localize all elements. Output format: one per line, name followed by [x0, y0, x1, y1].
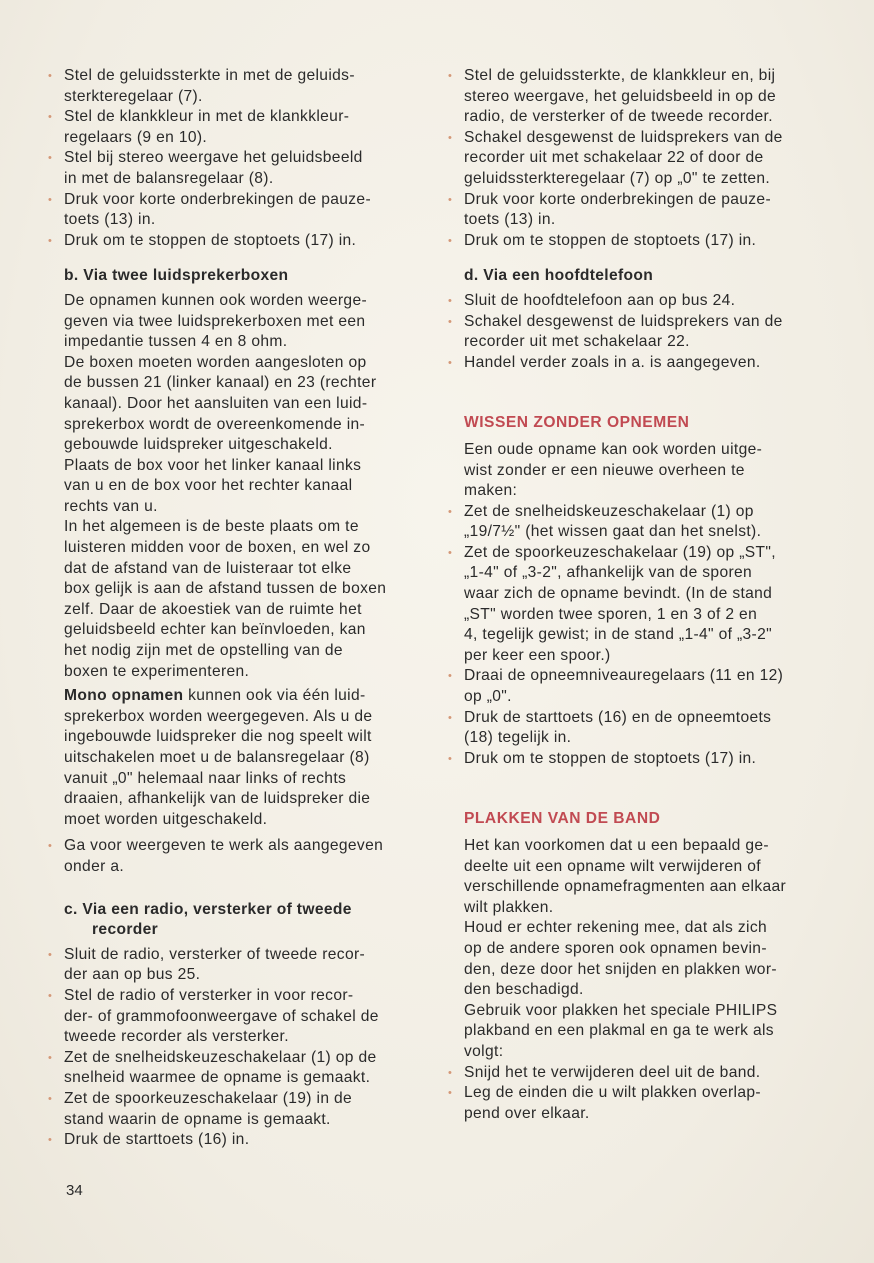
paragraph: De opnamen kunnen ook worden weerge- geven via twee luidsprekerboxen met een impedantie tussen 4 en 8 ohm. [64, 291, 368, 351]
plakken-heading: PLAKKEN VAN DE BAND [464, 810, 661, 828]
list-item: • Druk om te stoppen de stoptoets (17) in. [448, 749, 826, 770]
list-item: • Stel de geluidssterkte in met de geluids- sterkteregelaar (7). [48, 66, 428, 107]
list-item: • Stel bij stereo weergave het geluidsbeeld in met de balansregelaar (8). [48, 148, 428, 189]
list-item: • Druk de starttoets (16) en de opneemtoets (18) tegelijk in. [448, 708, 826, 749]
paragraph: Een oude opname kan ook worden uitge- wist zonder er een nieuwe overheen te maken: [464, 440, 763, 500]
wissen-heading: WISSEN ZONDER OPNEMEN [464, 414, 690, 432]
list-item: • Druk om te stoppen de stoptoets (17) in. [48, 231, 428, 252]
list-item: • Schakel desgewenst de luidsprekers van de recorder uit met schakelaar 22 of door de geluidssterkteregelaar (7) op „0" te zetten. [448, 128, 826, 190]
mono-paragraph [48, 686, 428, 830]
list-item: • Druk voor korte onderbrekingen de pauze- toets (13) in. [48, 190, 428, 231]
list-item: • Druk de starttoets (16) in. [48, 1130, 428, 1151]
list-item: • Zet de spoorkeuzeschakelaar (19) in de stand waarin de opname is gemaakt. [48, 1089, 428, 1130]
list-item: • Zet de spoorkeuzeschakelaar (19) op „ST", „1-4" of „3-2", afhankelijk van de sporen waar zich de opname bevindt. (In de stand „ST" worden twee sporen, 1 en 3 of 2 en 4, tegelijk gewist; in de stand „1-4" of „3-2" per keer een spoor.) [448, 543, 826, 667]
paragraph: Houd er echter rekening mee, dat als zich op de andere sporen ook opnamen bevin- den, deze door het snijden en plakken wor- den beschadigd. [464, 919, 777, 999]
list-item: • Stel de radio of versterker in voor recor- der- of grammofoonweergave of schakel de tweede recorder als versterker. [48, 986, 428, 1048]
list-item: • Ga voor weergeven te werk als aangegeven onder a. [48, 836, 428, 877]
list-item: • Druk om te stoppen de stoptoets (17) in. [448, 231, 826, 252]
section-b-title: b. Via twee luidsprekerboxen [64, 267, 289, 285]
page-number: 34 [66, 1182, 83, 1199]
list-item: • Zet de snelheidskeuzeschakelaar (1) op „19/7½" (het wissen gaat dan het snelst). [448, 502, 826, 543]
list-item: • Stel de klankkleur in met de klankkleur- regelaars (9 en 10). [48, 107, 428, 148]
right-column [448, 66, 826, 1124]
list-item: • Druk voor korte onderbrekingen de pauze- toets (13) in. [448, 190, 826, 231]
paragraph: Plaats de box voor het linker kanaal links van u en de box voor het rechter kanaal rechts van u. [64, 456, 362, 515]
left-column [48, 66, 428, 1151]
list-item: • Handel verder zoals in a. is aangegeven. [448, 353, 826, 374]
mono-bold-term: Mono opnamen [64, 687, 184, 705]
paragraph: In het algemeen is de beste plaats om te luisteren midden voor de boxen, en wel zo dat de afstand van de luisteraar tot elke box gelijk is aan de afstand tussen de boxen zelf. Daar de akoestiek van de ruimte het geluidsbeeld echter kan beïnvloeden, kan het nodig zijn met de opstelling van de boxen te experimenteren. [64, 518, 387, 680]
mono-text: kunnen ook via één luid- sprekerbox worden weergegeven. Als u de ingebouwde luidspreker die nog speelt wilt uitschakelen moet u de balansregelaar (8) vanuit „0" helemaal naar links of rechts draaien, afhankelijk van de luidspreker die moet worden uitgeschakeld. [64, 687, 373, 828]
list-item: • Zet de snelheidskeuzeschakelaar (1) op de snelheid waarmee de opname is gemaakt. [48, 1048, 428, 1089]
list-item: • Sluit de radio, versterker of tweede recor- der aan op bus 25. [48, 945, 428, 986]
list-item: • Sluit de hoofdtelefoon aan op bus 24. [448, 291, 826, 312]
paragraph: Het kan voorkomen dat u een bepaald ge- deelte uit een opname wilt verwijderen of verschillende opnamefragmenten aan elkaar wilt plakken. [464, 837, 787, 916]
list-item: • Snijd het te verwijderen deel uit de band. [448, 1063, 826, 1084]
paragraph: Gebruik voor plakken het speciale PHILIPS plakband en een plakmal en ga te werk als volgt: [464, 1001, 778, 1060]
list-item: • Stel de geluidssterkte, de klankkleur en, bij stereo weergave, het geluidsbeeld in op de radio, de versterker of de tweede recorder. [448, 66, 826, 128]
list-item: • Schakel desgewenst de luidsprekers van de recorder uit met schakelaar 22. [448, 312, 826, 353]
paragraph: De boxen moeten worden aangesloten op de bussen 21 (linker kanaal) en 23 (rechter kanaal). Door het aansluiten van een luid- sprekerbox wordt de overeenkomende in- gebouwde luidspreker uitgeschakeld. [64, 353, 377, 454]
section-d-title: d. Via een hoofdtelefoon [464, 267, 654, 285]
list-item: • Leg de einden die u wilt plakken overlap- pend over elkaar. [448, 1083, 826, 1124]
list-item: • Draai de opneemniveauregelaars (11 en 12) op „0". [448, 666, 826, 707]
section-c-title: c. Via een radio, versterker of tweede recorder [64, 900, 352, 939]
